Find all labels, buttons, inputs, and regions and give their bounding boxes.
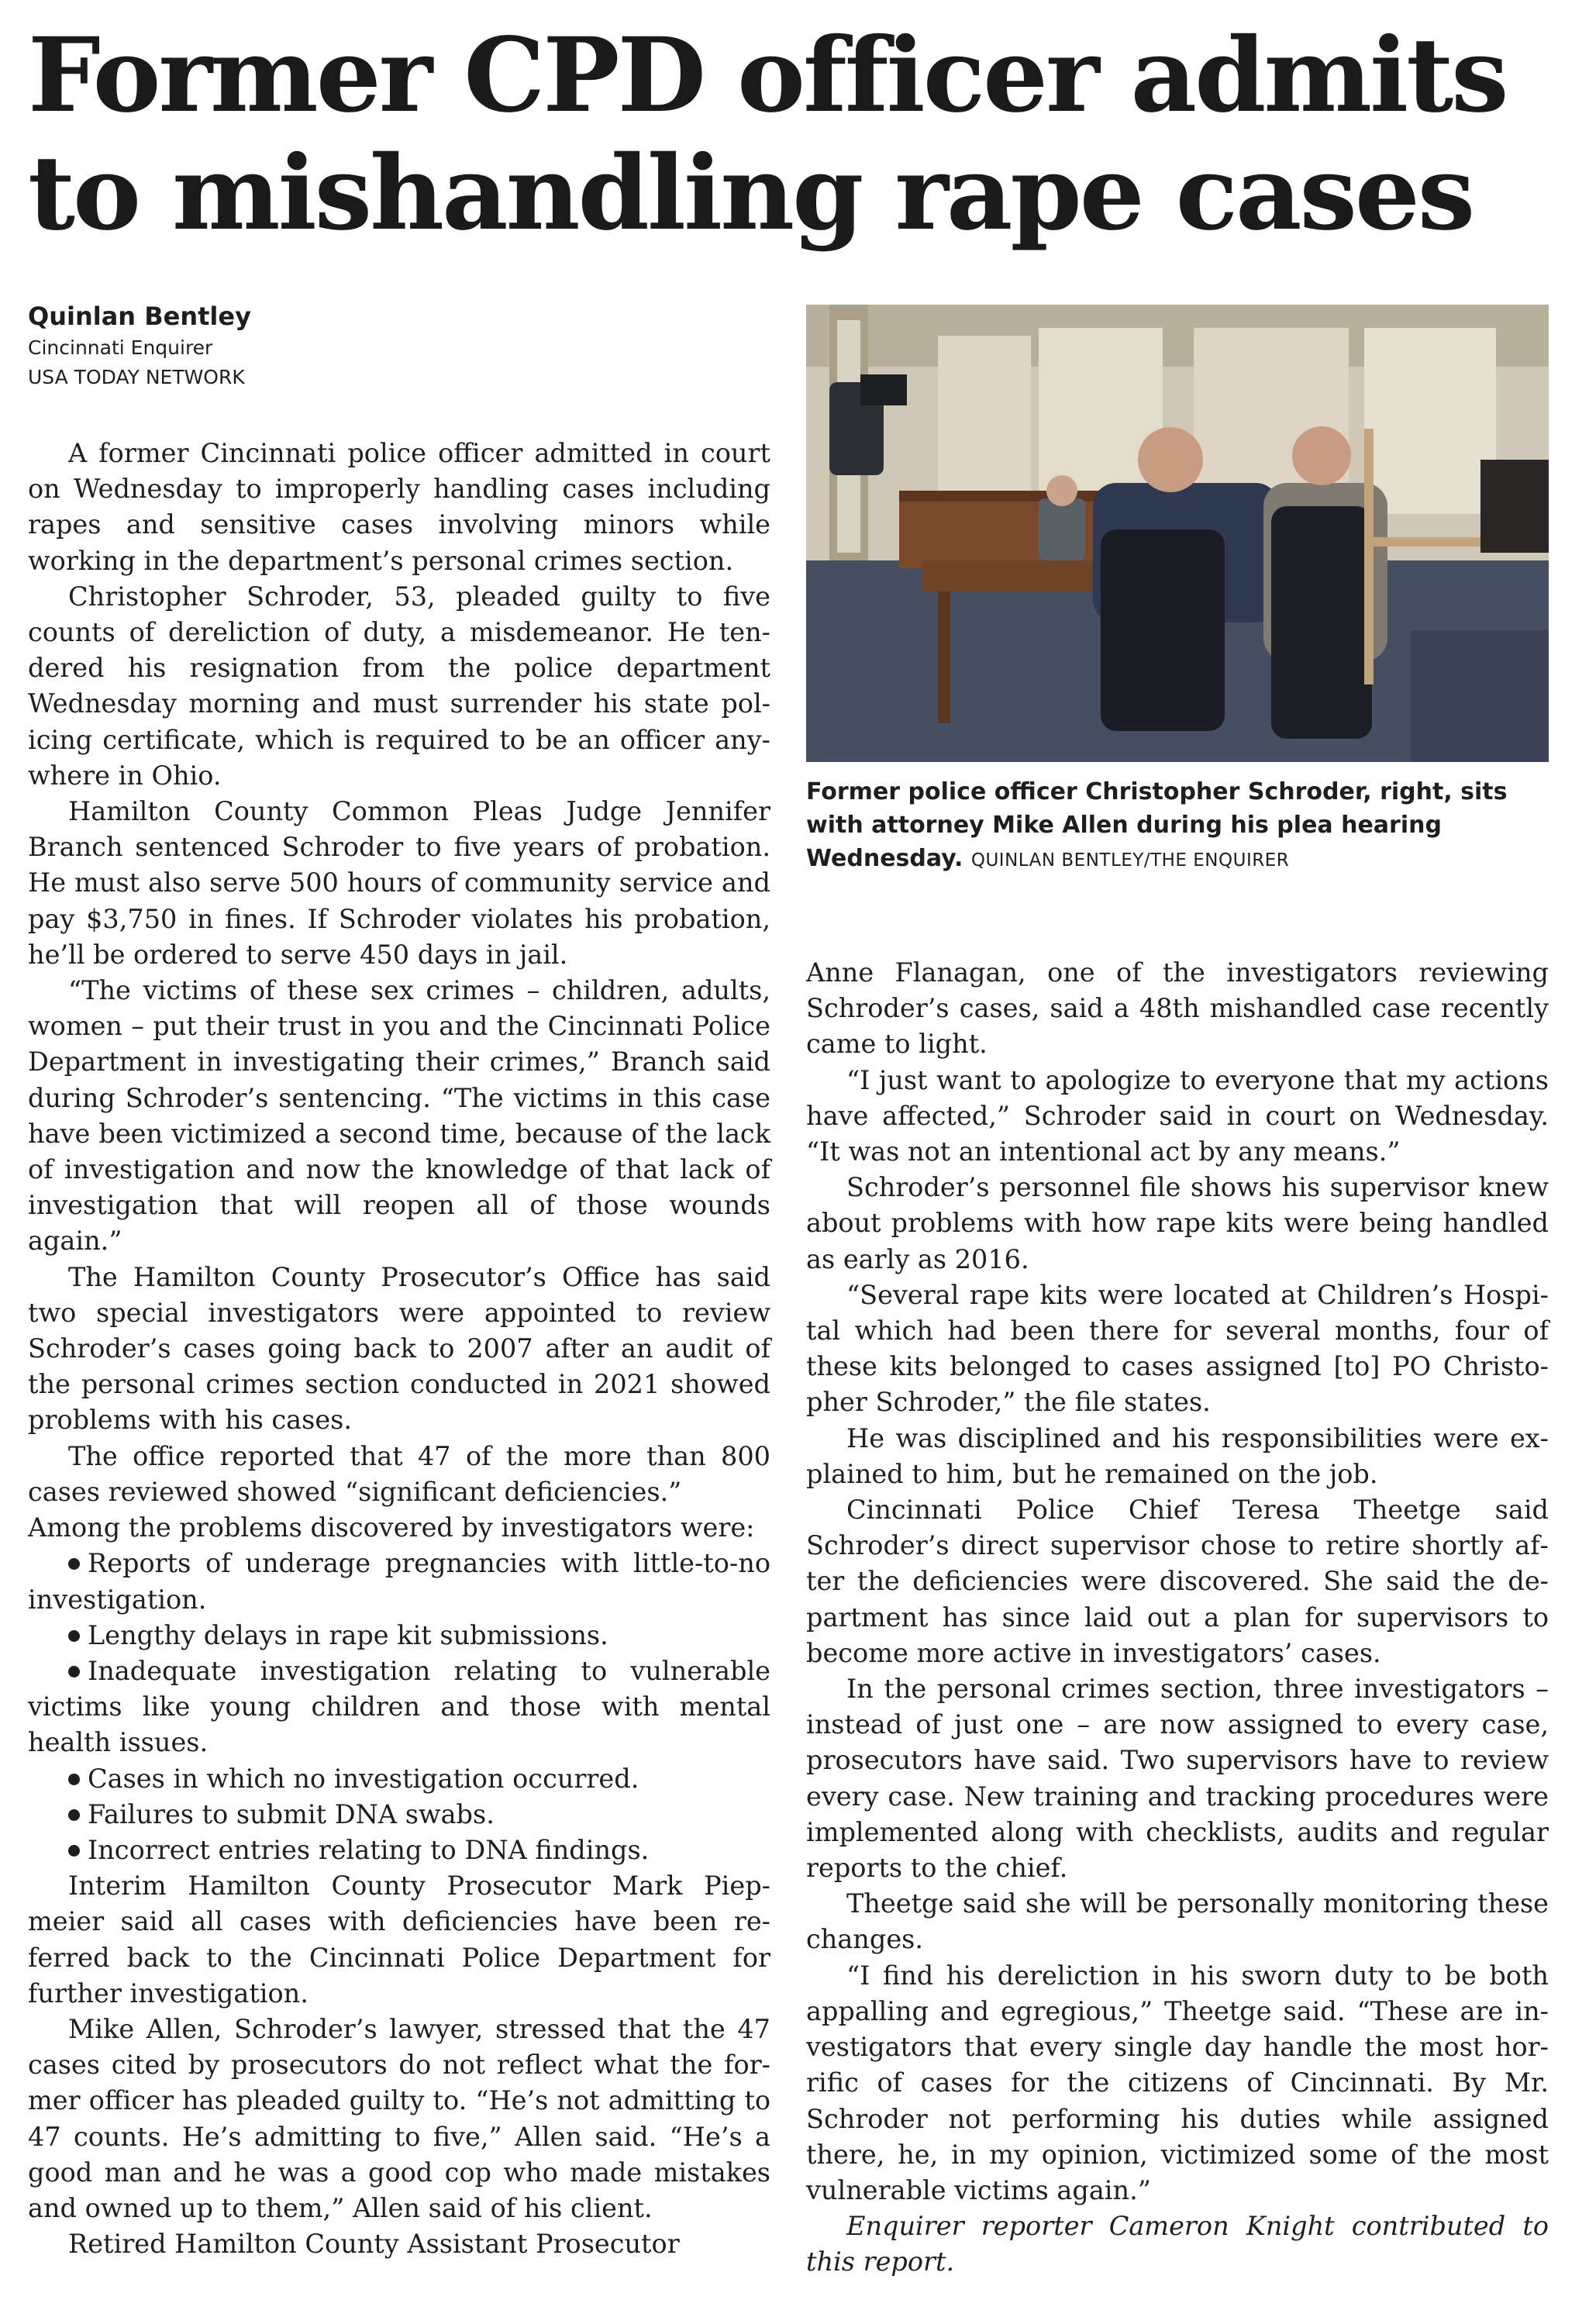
article-column-left <box>28 436 770 2262</box>
caption-text: Former police officer Christopher Schroder, right, sits with attorney Mike Allen during his plea hearing Wednesday. <box>806 778 1508 872</box>
bullet-dot <box>68 1630 80 1642</box>
bullet-dot <box>68 1558 80 1570</box>
byline-author: Quinlan Bentley <box>28 302 251 331</box>
body-paragraph: “I just want to apologize to everyone that my actions have affected,” Schroder said in court on Wednesday. “It was not an intentional act by any means.” <box>806 1064 1549 1167</box>
body-paragraph: The Hamilton County Prosecutor’s Office has said two special investigators were appointed to review Schroder’s cases going back to 2007 after an audit of the personal crimes section conducted in 2021 showed problems with his cases. <box>28 1261 770 1436</box>
body-paragraph: Theetge said she will be personally monitoring these changes. <box>806 1888 1549 1955</box>
bullet-dot <box>68 1666 80 1677</box>
headline-line-1: Former CPD officer admits <box>28 16 1507 136</box>
body-paragraph: Interim Hamilton County Prosecutor Mark Piepmeier said all cases with deficiencies have been referred back to the Cincinnati Police Department for further investigation. <box>28 1871 770 2009</box>
headline <box>28 17 1570 253</box>
bullet-item <box>28 1761 770 1797</box>
body-paragraph: “Several rape kits were located at Children’s Hospital which had been there for several months, four of these kits belonged to cases assigned [to] PO Christopher Schroder,” the file states. <box>806 1279 1549 1418</box>
bullet-item <box>28 1797 770 1833</box>
body-paragraph: Christopher Schroder, 53, pleaded guilty to five counts of dereliction of duty, a misdemeanor. He tendered his resignation from the police department Wednesday morning and must surrender his state policing certificate, which is required to be an officer anywhere in Ohio. <box>28 581 770 791</box>
courtroom-photo-illustration <box>806 305 1549 762</box>
bullet-dot <box>68 1845 80 1857</box>
bullet-text: Incorrect entries relating to DNA findings. <box>88 1834 650 1865</box>
byline-outlet: Cincinnati Enquirer <box>28 336 213 359</box>
bullet-item <box>28 1618 770 1653</box>
body-paragraph: He was disciplined and his responsibilities were explained to him, but he remained on the job. <box>806 1422 1549 1489</box>
photo-credit: QUINLAN BENTLEY/THE ENQUIRER <box>970 850 1290 871</box>
bullet-text: Failures to submit DNA swabs. <box>88 1798 495 1829</box>
photo-caption <box>806 775 1558 878</box>
body-paragraph: A former Cincinnati police officer admitted in court on Wednesday to improperly handling cases including rapes and sensitive cases involving minors while working in the department’s personal crimes section. <box>28 438 770 576</box>
byline <box>28 299 772 392</box>
body-paragraph: Hamilton County Common Pleas Judge Jennifer Branch sentenced Schroder to five years of probation. He must also serve 500 hours of community service and pay $3,750 in fines. If Schroder violates his probation, he’ll be ordered to serve 450 days in jail. <box>28 796 770 970</box>
bullet-dot <box>68 1774 80 1785</box>
courtroom-photo <box>806 305 1549 762</box>
bullet-text: Inadequate investigation relating to vulnerable victims like young children and those with mental health issues. <box>28 1655 770 1758</box>
bullet-text: Lengthy delays in rape kit submissions. <box>88 1619 608 1650</box>
byline-network: USA TODAY NETWORK <box>28 366 245 388</box>
body-paragraph: Retired Hamilton County Assistant Prosecutor <box>68 2229 680 2260</box>
body-paragraph: Mike Allen, Schroder’s lawyer, stressed that the 47 cases cited by prosecutors do not reflect what the former officer has pleaded guilty to. “He’s not admitting to 47 counts. He’s admitting to five,” Allen said. “He’s a good man and he was a good cop who made mistakes and owned up to them,” Allen said of his client. <box>28 2013 770 2223</box>
body-paragraph: Cincinnati Police Chief Teresa Theetge said Schroder’s direct supervisor chose to retire shortly after the deficiencies were discovered. She said the department has since laid out a plan for supervisors to become more active in investigators’ cases. <box>806 1495 1549 1668</box>
contributor-credit: Enquirer reporter Cameron Knight contributed to this report. <box>806 2211 1549 2277</box>
body-paragraph: Among the problems discovered by investigators were: <box>28 1512 755 1543</box>
bullet-item <box>28 1833 770 1868</box>
bullet-item <box>28 1653 770 1761</box>
body-paragraph: Schroder’s personnel file shows his supervisor knew about problems with how rape kits were being handled as early as 2016. <box>806 1172 1549 1274</box>
body-paragraph: “I find his dereliction in his sworn duty to be both appalling and egregious,” Theetge said. “These are investigators that every single day handle the most horrific of cases for the citizens of Cincinnati. By Mr. Schroder not performing his duties while assigned there, he, in my opinion, victimized some of the most vulnerable victims again.” <box>806 1960 1549 2205</box>
body-paragraph: The office reported that 47 of the more than 800 cases reviewed showed “significant deficiencies.” <box>28 1440 770 1507</box>
bullet-item <box>28 1546 770 1617</box>
article-column-right <box>806 955 1549 2281</box>
bullet-text: Reports of underage pregnancies with little-to-no investigation. <box>28 1548 770 1615</box>
body-paragraph: Anne Flanagan, one of the investigators reviewing Schroder’s cases, said a 48th mishandled case recently came to light. <box>806 957 1549 1060</box>
body-paragraph: “The victims of these sex crimes – children, adults, women – put their trust in you and the Cincinnati Police Department in investigating their crimes,” Branch said during Schroder’s sentencing. “The victims in this case have been victimized a second time, because of the lack of investigation and now the knowledge of that lack of investigation that will reopen all of those wounds again.” <box>28 975 770 1257</box>
bullet-text: Cases in which no investigation occurred. <box>88 1763 639 1794</box>
headline-line-2: to mishandling rape cases <box>28 133 1474 253</box>
bullet-dot <box>68 1809 80 1821</box>
body-paragraph: In the personal crimes section, three investigators – instead of just one – are now assigned to every case, prosecutors have said. Two supervisors have to review every case. New training and tracking procedures were implemented along with checklists, audits and regular reports to the chief. <box>806 1674 1549 1884</box>
